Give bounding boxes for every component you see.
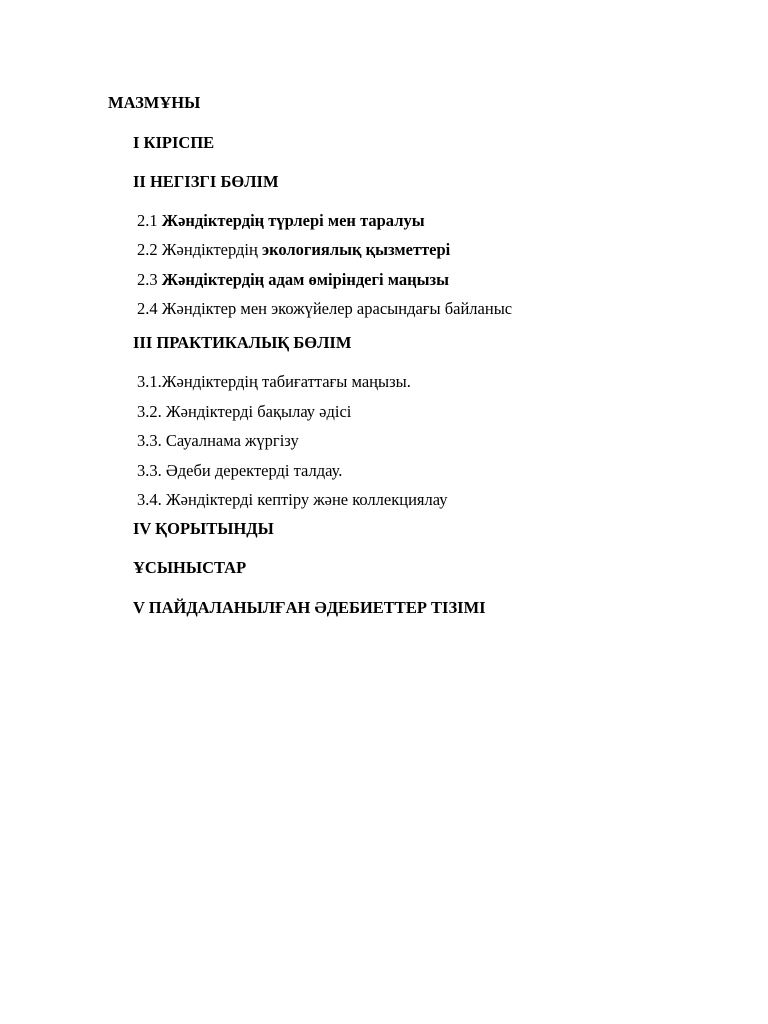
section-recommendations: ҰСЫНЫСТАР — [133, 558, 247, 577]
toc-item-text: Жәндіктер мен экожүйелер арасындағы байланыс — [161, 299, 513, 318]
section-main-part: II НЕГІЗГІ БӨЛІМ — [133, 172, 279, 191]
toc-item-2-3 — [137, 270, 449, 290]
toc-item-lead: Жәндіктердің — [161, 240, 262, 259]
toc-item-text: Жәндіктердің адам өміріндегі маңызы — [161, 270, 449, 289]
toc-item-3-3: 3.3. Сауалнама жүргізу — [137, 431, 299, 450]
toc-item-text: Жәндіктердің түрлері мен таралуы — [161, 211, 425, 230]
section-introduction: I КІРІСПЕ — [133, 133, 215, 152]
toc-item-2-1 — [137, 211, 425, 231]
toc-item-2-4 — [137, 299, 512, 319]
section-references: V ПАЙДАЛАНЫЛҒАН ӘДЕБИЕТТЕР ТІЗІМІ — [133, 598, 486, 617]
section-conclusion: IV ҚОРЫТЫНДЫ — [133, 519, 274, 538]
toc-item-3-1: 3.1.Жәндіктердің табиғаттағы маңызы. — [137, 372, 411, 391]
toc-item-text: экологиялық қызметтері — [261, 240, 451, 259]
toc-item-3-3b: 3.3. Әдеби деректерді талдау. — [137, 461, 343, 480]
toc-item-number: 2.2 — [137, 240, 162, 259]
toc-item-2-2 — [137, 240, 450, 260]
section-practical-part: III ПРАКТИКАЛЫҚ БӨЛІМ — [133, 333, 352, 352]
toc-item-number: 2.3 — [137, 270, 162, 289]
toc-item-3-4: 3.4. Жәндіктерді кептіру және коллекциялау — [137, 490, 448, 509]
toc-title: МАЗМҰНЫ — [108, 93, 201, 112]
toc-item-3-2: 3.2. Жәндіктерді бақылау әдісі — [137, 402, 352, 421]
toc-item-number: 2.1 — [137, 211, 162, 230]
toc-item-number: 2.4 — [137, 299, 162, 318]
